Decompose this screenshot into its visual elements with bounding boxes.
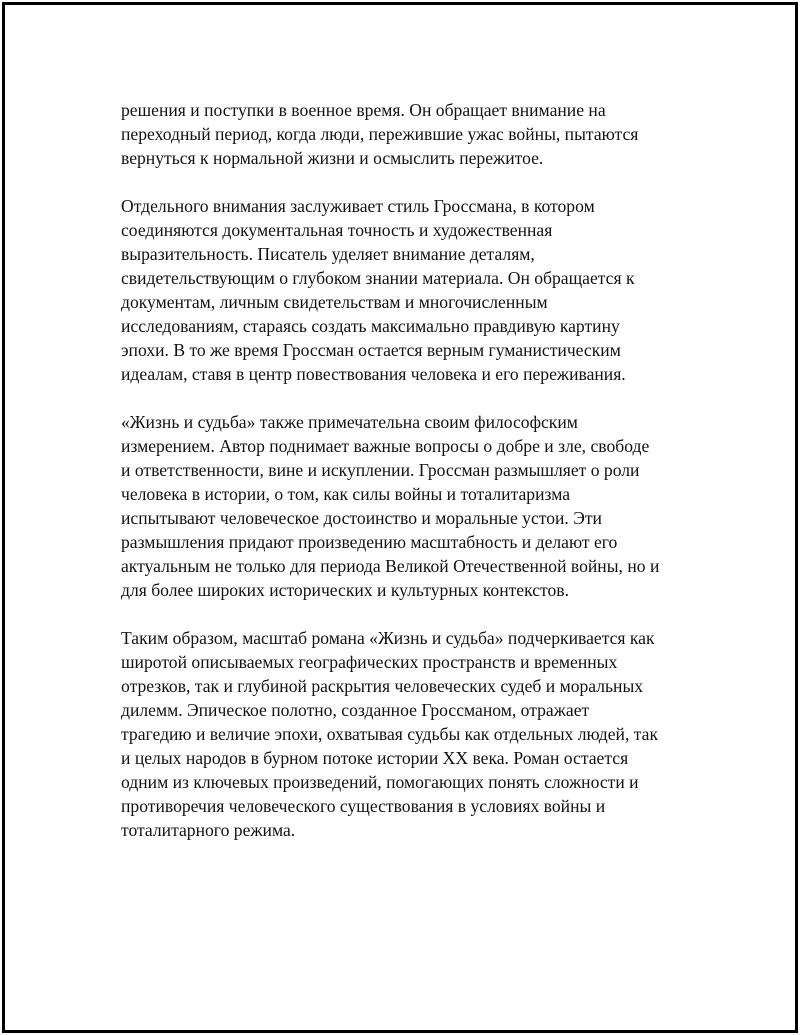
paragraph-3: «Жизнь и судьба» также примечательна своим философским измерением. Автор поднимает важные вопросы о добре и зле, свободе и ответственности, вине и искуплении. Гроссман размышляет о роли человека в истории, о том, как силы войны и тоталитаризма испытывают человеческое достоинство и моральные устои. Эти размышления придают произведению масштабность и делают его актуальным не только для периода Великой Отечественной войны, но и для более широких исторических и культурных контекстов. [121,412,660,600]
paragraph-4: Таким образом, масштаб романа «Жизнь и судьба» подчеркивается как широтой описываемых географических пространств и временных отрезков, так и глубиной раскрытия человеческих судеб и моральных дилемм. Эпическое полотно, созданное Гроссманом, отражает трагедию и величие эпохи, охватывая судьбы как отдельных людей, так и целых народов в бурном потоке истории XX века. Роман остается одним из ключевых произведений, помогающих понять сложности и противоречия человеческого существования в условиях войны и тоталитарного режима. [121,628,659,840]
paragraph-2: Отдельного внимания заслуживает стиль Гроссмана, в котором соединяются документальная точность и художественная выразительность. Писатель уделяет внимание деталям, свидетельствующим о глубоком знании материала. Он обращается к документам, личным свидетельствам и многочисленным исследованиям, стараясь создать максимально правдивую картину эпохи. В то же время Гроссман остается верным гуманистическим идеалам, ставя в центр повествования человека и его переживания. [121,196,635,384]
page-frame [2,2,798,1033]
page-content [121,98,693,866]
paragraph-1: решения и поступки в военное время. Он обращает внимание на переходный период, когда люди, пережившие ужас войны, пытаются вернуться к нормальной жизни и осмыслить пережитое. [121,100,639,168]
